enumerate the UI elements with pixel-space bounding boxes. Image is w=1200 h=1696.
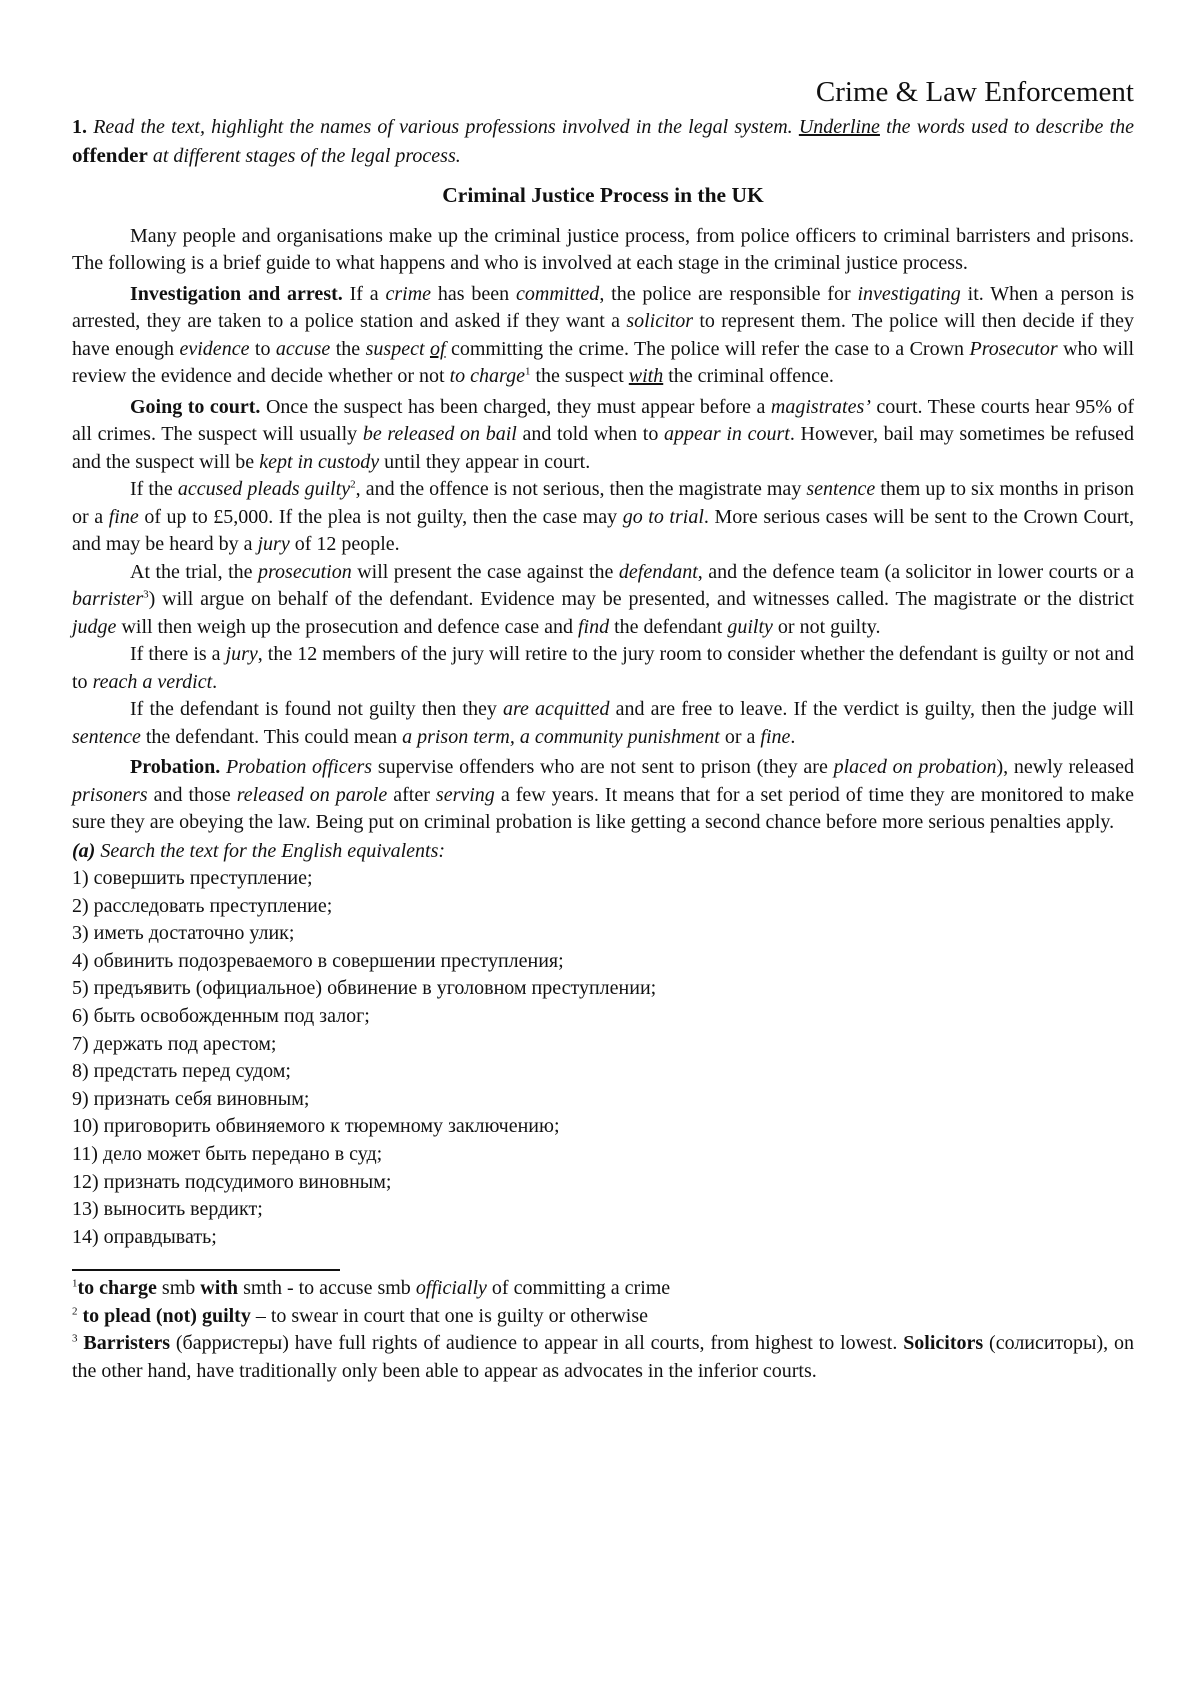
list-item: 13) выносить вердикт; (72, 1198, 263, 1221)
exercise-heading (72, 838, 1134, 866)
footnote-3: $^3$ Barristers (барристеры) have full rights of audience to appear in all courts, from highest to lowest. Solicitors (солиситоры), on the other hand, have traditionally only been able to appear as advocates in the inferior courts. (72, 1332, 1135, 1382)
exercise-label: (a) (72, 839, 96, 862)
list-item: 3) иметь достаточно улик; (72, 922, 295, 945)
trial-paragraph: At the trial, the prosecution will present the case against the defendant, and the defence team (a solicitor in lower courts or a barrister$^3$) will argue on behalf of the defendant. Evidence may be presented, and witnesses called. The magistrate or the district judge will then weigh up the prosecution and defence case and find the defendant guilty or not guilty. (72, 560, 1135, 638)
list-item: 10) приговорить обвиняемого к тюремному заключению; (72, 1115, 560, 1138)
court-paragraph: Going to court. Once the suspect has been charged, they must appear before a magistrates’ court. These courts hear 95% of all crimes. The suspect will usually be released on bail and told when to appear in court. However, bail may sometimes be refused and the suspect will be kept in custody until they appear in court. (72, 395, 1135, 473)
list-item: 9) признать себя виновным; (72, 1087, 310, 1110)
task-number: 1. (72, 116, 87, 138)
verdict-paragraph: If the defendant is found not guilty then they are acquitted and are free to leave. If the verdict is guilty, then the judge will sentence the defendant. This could mean a prison term, a community punishment or a fine. (72, 698, 1135, 748)
footnote-2: $^2$ to plead (not) guilty – to swear in court that one is guilty or otherwise (72, 1304, 648, 1327)
article-title: Criminal Justice Process in the UK (442, 183, 764, 207)
exercise-instruction: Search the text for the English equivalents: (100, 839, 446, 862)
probation-paragraph: Probation. Probation officers supervise offenders who are not sent to prison (they are placed on probation), newly released prisoners and those released on parole after serving a few years. It means that for a set period of time they are monitored to make sure they are obeying the law. Being put on criminal probation is like getting a second chance before more serious penalties apply. (72, 756, 1135, 833)
plea-paragraph: If the accused pleads guilty$^2$, and the offence is not serious, then the magistrate may sentence them up to six months in prison or a fine of up to £5,000. If the plea is not guilty, then the case may go to trial. More serious cases will be sent to the Crown Court, and may be heard by a jury of 12 people. (72, 478, 1135, 555)
list-item: 5) предъявить (официальное) обвинение в уголовном преступлении; (72, 977, 657, 1000)
offender-keyword: offender (72, 142, 148, 167)
underline-keyword: Underline (798, 116, 880, 138)
footnote-ref-2: 2 (350, 478, 356, 491)
list-item: 12) признать подсудимого виновным; (72, 1170, 392, 1193)
footnote-divider (72, 1269, 340, 1271)
task-instruction: 1. Read the text, highlight the names of various professions involved in the legal system. Underline the words used to describe the offender at different stages of the legal process. (72, 116, 1135, 167)
list-item: 14) оправдывать; (72, 1225, 217, 1248)
footnote-ref-3: 3 (143, 588, 149, 601)
footnote-1: $^1$to charge smb with smth - to accuse smb officially of committing a crime (72, 1277, 671, 1300)
section-heading: Going to court. (130, 395, 261, 418)
list-item: 2) расследовать преступление; (72, 894, 333, 917)
footnote-ref-1: 1 (524, 365, 531, 378)
list-item: 1) совершить преступление; (72, 867, 313, 889)
jury-paragraph: If there is a jury, the 12 members of the jury will retire to the jury room to consider whether the defendant is guilty or not and to reach a verdict. (72, 643, 1135, 693)
investigation-paragraph: Investigation and arrest. If a crime has been committed, the police are responsible for investigating it. When a person is arrested, they are taken to a police station and asked if they want a solicitor to represent them. The police will then decide if they have enough evidence to accuse the suspect of committing the crime. The police will refer the case to a Crown Prosecutor who will review the evidence and decide whether or not to charge$^1$ the suspect with the criminal offence. (72, 282, 1135, 387)
list-item: 11) дело может быть передано в суд; (72, 1142, 383, 1165)
course-title: Crime & Law Enforcement (815, 76, 1134, 108)
list-item: 4) обвинить подозреваемого в совершении преступления; (72, 949, 564, 972)
list-item: 6) быть освобожденным под залог; (72, 1004, 370, 1027)
list-item: 8) предстать перед судом; (72, 1060, 291, 1083)
intro-paragraph: Many people and organisations make up the criminal justice process, from police officers to criminal barristers and prisons. The following is a brief guide to what happens and who is involved at each stage in the criminal justice process. (72, 224, 1134, 274)
document-page (72, 74, 1134, 1385)
section-heading: Investigation and arrest. (130, 282, 343, 305)
section-heading: Probation. (130, 756, 221, 778)
list-item: 7) держать под арестом; (72, 1032, 277, 1055)
vocabulary-list (72, 865, 1134, 1251)
